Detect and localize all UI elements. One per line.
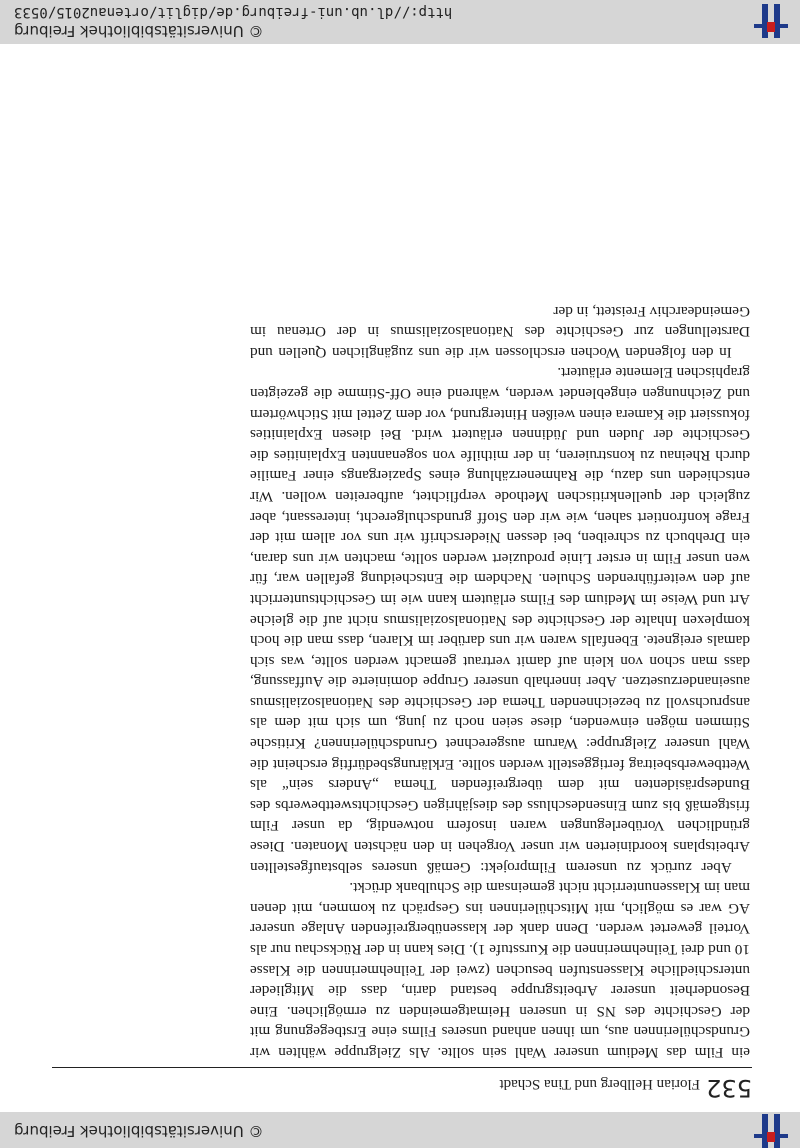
paragraph: In den folgenden Wochen erschlossen wir die uns zugänglichen Quellen und Darstellungen zur Geschichte des Nationalsozialismus in der Ortenau im Gemeindearchiv Freistett, in der	[250, 302, 750, 361]
library-copyright: © Universitätsbibliothek Freiburg	[14, 22, 264, 40]
footer-bar	[0, 0, 800, 44]
paragraph: ein Film das Medium unserer Wahl sein sollte. Als Zielgruppe wählten wir Grundschülerinnen aus, um ihnen anhand unseres Films eine Erstbegegnung mit der Geschichte des NS in unseren Heimatgemeinden zu ermöglichen. Eine Besonderheit unserer Arbeitsgruppe bestand darin, dass die Mitglieder unterschiedliche Klassenstufen besuchen (zwei der Teilnehmerinnen die Klasse 10 und drei Teilnehmerinnen die Kursstufe 1). Dies kann in der Rückschau nur als Vorteil gewertet werden. Denn dank der klassenübergreifenden Anlage unserer AG war es möglich, mit Mitschülerinnen ins Gespräch zu kommen, mit denen man im Klassenunterricht nicht gemeinsam die Schulbank drückt.	[250, 879, 750, 1061]
body-text	[250, 300, 750, 1062]
library-copyright-top: © Universitätsbibliothek Freiburg	[14, 1122, 264, 1140]
source-url-link[interactable]: http://dl.ub.uni-freiburg.de/diglit/ortenau2015/0533	[14, 4, 453, 20]
paragraph: Aber zurück zu unserem Filmprojekt: Gemäß unseres selbstaufgestellten Arbeitsplans koordinierten wir unser Vorgehen in den nächsten Monaten. Diese gründlichen Vorüberlegungen waren insofern notwendig, da unser Film fristgemäß bis zum Einsendeschluss des diesjährigen Geschichtswettbewerbs des Bundespräsidenten mit dem übergreifenden Thema „Anders sein“ als Wettbewerbsbeitrag fertiggestellt werden sollte. Erklärungsbedürftig erscheint die Wahl unserer Zielgruppe: Warum ausgerechnet Grundschülerinnen? Kritische Stimmen mögen einwenden, diese seien noch zu jung, um sich mit dem als anspruchsvoll zu bezeichnenden Thema der Geschichte des Nationalsozialismus auseinanderzusetzen. Aber innerhalb unserer Gruppe dominierte die Auffassung, dass man schon von klein auf damit vertraut gemacht werden sollte, was sich damals ereignete. Ebenfalls waren wir uns darüber im Klaren, dass man die hoch komplexen Inhalte der Geschichte des Nationalsozialismus nicht auf die gleiche Art und Weise im Medium des Films erläutern kann wie im Geschichtsunterricht auf den weiterführenden Schulen. Nachdem die Entscheidung gefallen war, für wen unser Film in erster Linie produziert werden sollte, machten wir uns daran, ein Drehbuch zu schreiben, bei dessen Niederschrift wir uns vor allem mit der Frage konfrontiert sahen, wie wir den Stoff grundschulgerecht, interessant, aber zugleich der quellenkritischen Methode verpflichtet, aufbereiten wollen. Wir entschieden uns dazu, die Rahmenerzählung eines Spaziergangs einer Familie durch Rheinau zu konstruieren, in der mithilfe von sogenannten Explainities die Geschichte der Juden und Jüdinnen erläutert wird. Bei diesen Explainities fokussiert die Kamera einen weißen Hintergrund, vor dem Zettel mit Stichwörtern und Zeichnungen eingeblendet werden, während eine Off-Stimme die gezeigten graphischen Elemente erläutert.	[250, 364, 750, 876]
university-logo-icon	[734, 0, 794, 40]
running-head	[52, 1067, 752, 1102]
university-logo-icon	[734, 1114, 794, 1148]
page-number: 532	[706, 1074, 752, 1102]
running-title: Florian Hellberg und Tina Schadt	[499, 1076, 700, 1092]
